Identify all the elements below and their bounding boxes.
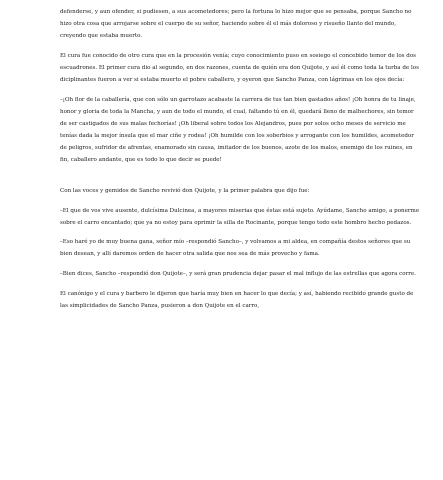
document-page: [60, 6, 420, 320]
paragraph: El cura fue conocido de otro cura que en la procesión venía; cuyo conocimiento puso en sosiego el concebido temor de los dos escuadrones. El primer cura dio al segundo, en dos razones, cuenta de quién era don Quijote, y así él como toda la turba de los diciplinantes fueron a ver si estaba muerto el pobre caballero, y oyeron que Sancho Panza, con lágrimas en los ojos decía:: [60, 52, 419, 84]
paragraph: –¡Oh flor de la caballería, que con sólo un garrotazo acabaste la carrera de tus tan bien gastados años! ¡Oh honra de tu linaje, honor y gloria de toda la Mancha, y aun de todo el mundo, el cual, faltando tú en él, quedará lleno de malhechores, sin temor de ser castigados de sus malas fechorías! ¡Oh liberal sobre todos los Alejandros, pues por solos ocho meses de servicio me tenías dada la mejor ínsula que el mar ciñe y rodea! ¡Oh humilde con los soberbios y arrogante con los humildes, acometedor de peligros, sufridor de afrentas, enamorado sin causa, imitador de los buenos, azote de los malos, enemigo de los ruines, en fin, caballero andante, que es todo lo que decir se puede!: [60, 96, 416, 164]
paragraph: El canónigo y el cura y barbero le dijeron que haría muy bien en hacer lo que decía; y así, habiendo recibido grande gusto de las simplicidades de Sancho Panza, pusieron a don Quijote en el carro,: [60, 290, 414, 309]
paragraph: –El que de vos vive ausente, dulcísima Dulcinea, a mayores miserias que éstas está sujeto. Ayúdame, Sancho amigo, a ponerme sobre el carro encantado; que ya no estoy para oprimir la silla de Rocinante, porque tengo todo este hombro hecho pedazos.: [60, 207, 420, 226]
paragraph: Con las voces y gemidos de Sancho revivió don Quijote, y la primer palabra que dijo fue:: [60, 187, 310, 194]
paragraph: –Eso haré yo de muy buena gana, señor mío –respondió Sancho–, y volvamos a mi aldea, en compañía destos señores que su bien desean, y allí daremos orden de hacer otra salida que nos sea de más provecho y fama.: [60, 239, 411, 258]
paragraph: defenderse, y aun ofender, si pudiesen, a sus acometedores; pero la fortuna lo hizo mejor que se pensaba, porque Sancho no hizo otra cosa que arrojarse sobre el cuerpo de su señor, haciendo sobre él el más doloroso y risueño llanto del mundo, creyendo que estaba muerto.: [60, 9, 412, 40]
section-break: [60, 174, 420, 185]
paragraph: –Bien dices, Sancho –respondió don Quijote–, y será gran prudencia dejar pasar el mal influjo de las estrellas que agora corre.: [60, 271, 416, 278]
